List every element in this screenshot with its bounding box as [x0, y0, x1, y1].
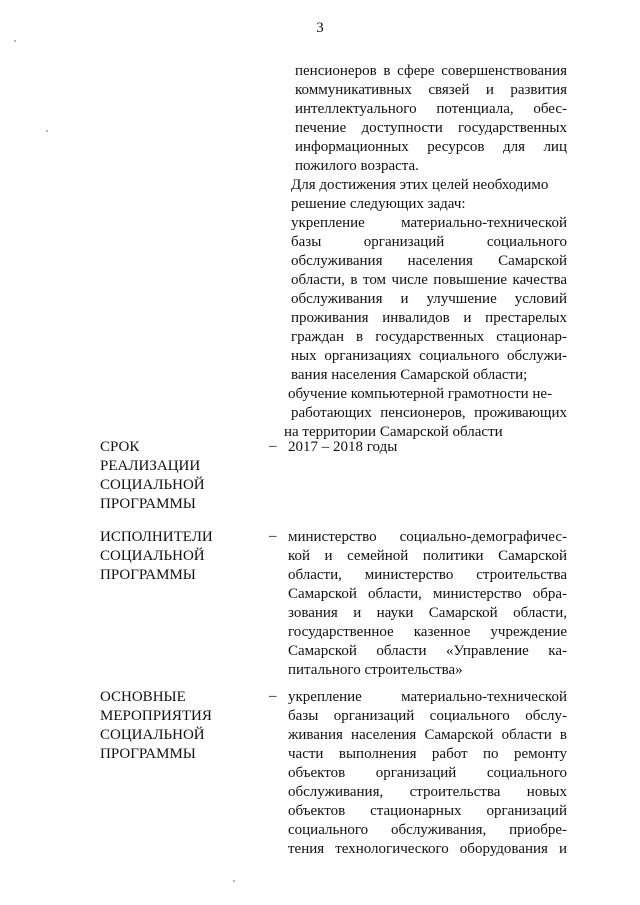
section-label-line: ИСПОЛНИТЕЛИ: [100, 529, 213, 545]
section-label-line: ПРОГРАММЫ: [100, 567, 196, 583]
section-text-line: питального строительства»: [288, 662, 463, 678]
section-text-line: 2017 – 2018 годы: [288, 439, 398, 455]
intro-line: решение следующих задач:: [291, 196, 466, 212]
section-label-line: ПРОГРАММЫ: [100, 496, 196, 512]
section-text-line: государственное казенное учреждение: [288, 624, 567, 640]
intro-line: на территории Самарской области: [284, 424, 503, 440]
section-label-line: ОСНОВНЫЕ: [100, 689, 186, 705]
intro-line: работающих пенсионеров, проживающих: [291, 405, 567, 421]
intro-line: обучение компьютерной грамотности не-: [288, 386, 553, 402]
section-label-line: ПРОГРАММЫ: [100, 746, 196, 762]
section-text-line: зования и науки Самарской области,: [288, 605, 567, 621]
intro-line: вания населения Самарской области;: [291, 367, 528, 383]
section-label: [100, 528, 213, 585]
intro-line: области, в том числе повышение качества: [291, 272, 567, 288]
section-dash: –: [269, 688, 277, 704]
intro-line: граждан в государственных стационар-: [291, 329, 567, 345]
section-text-line: части выполнения работ по ремонту: [288, 746, 567, 762]
page-number: 3: [316, 20, 324, 36]
intro-line: обслуживания и улучшение условий: [291, 291, 567, 307]
section-text-line: базы организаций социального обслу-: [288, 708, 567, 724]
section-text-line: социального обслуживания, приобре-: [288, 822, 567, 838]
section-label: [100, 688, 212, 764]
intro-line: базы организаций социального: [291, 234, 567, 250]
section-text-line: живания населения Самарской области в: [288, 727, 567, 743]
section-label: [100, 438, 205, 514]
section-dash: –: [269, 438, 277, 454]
section-label-line: СРОК: [100, 439, 140, 455]
intro-line: ных организациях социального обслужи-: [291, 348, 567, 364]
scan-speck: [14, 40, 16, 42]
section-text-line: обслуживания, строительства новых: [288, 784, 567, 800]
intro-line: информационных ресурсов для лиц: [295, 139, 567, 155]
section-label-line: СОЦИАЛЬНОЙ: [100, 477, 205, 493]
intro-line: пенсионеров в сфере совершенствования: [295, 63, 567, 79]
intro-line: пожилого возраста.: [295, 158, 419, 174]
intro-line: интеллектуального потенциала, обес-: [295, 101, 567, 117]
section-text-line: тения технологического оборудования и: [288, 841, 567, 857]
section-label-line: РЕАЛИЗАЦИИ: [100, 458, 201, 474]
section-label-line: СОЦИАЛЬНОЙ: [100, 548, 205, 564]
scan-speck: [233, 880, 235, 882]
section-text-line: области, министерство строительства: [288, 567, 567, 583]
section-text-line: Самарской области, министерство обра-: [288, 586, 567, 602]
section-dash: –: [269, 528, 277, 544]
section-text-line: укрепление материально-технической: [288, 689, 567, 705]
section-text-line: министерство социально-демографичес-: [288, 529, 567, 545]
section-label-line: СОЦИАЛЬНОЙ: [100, 727, 205, 743]
scan-speck: [46, 130, 48, 132]
intro-line: Для достижения этих целей необходимо: [291, 177, 549, 193]
section-text-line: кой и семейной политики Самарской: [288, 548, 567, 564]
section-text-line: Самарской области «Управление ка-: [288, 643, 567, 659]
intro-line: обслуживания населения Самарской: [291, 253, 567, 269]
section-text-line: объектов организаций социального: [288, 765, 567, 781]
section-text-line: объектов стационарных организаций: [288, 803, 567, 819]
section-label-line: МЕРОПРИЯТИЯ: [100, 708, 212, 724]
intro-line: коммуникативных связей и развития: [295, 82, 567, 98]
intro-line: укрепление материально-технической: [291, 215, 567, 231]
intro-line: проживания инвалидов и престарелых: [291, 310, 567, 326]
intro-line: печение доступности государственных: [295, 120, 567, 136]
